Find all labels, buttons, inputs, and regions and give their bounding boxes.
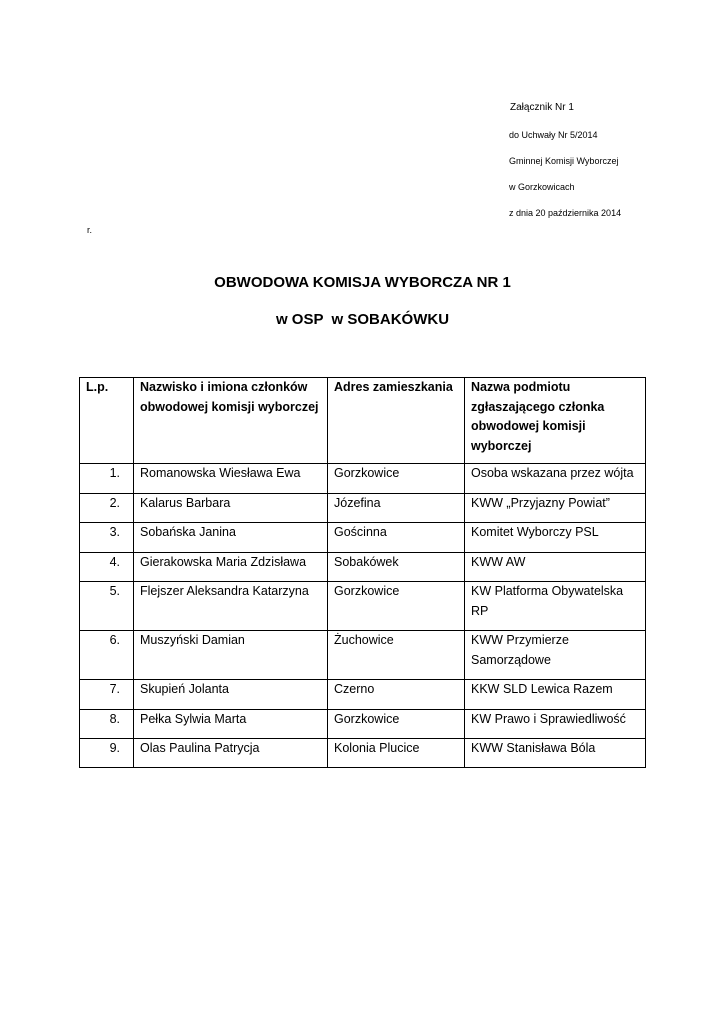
cell-name: Olas Paulina Patrycja <box>134 739 328 768</box>
cell-lp: 7. <box>80 680 134 710</box>
cell-lp: 2. <box>80 493 134 523</box>
cell-name: Sobańska Janina <box>134 523 328 553</box>
attachment-date-suffix: r. <box>87 225 93 235</box>
page-subtitle: w OSP w SOBAKÓWKU <box>275 311 450 328</box>
cell-address: Gorzkowice <box>328 582 465 631</box>
cell-name: Skupień Jolanta <box>134 680 328 710</box>
table-row <box>80 464 646 494</box>
cell-name: Gierakowska Maria Zdzisława <box>134 552 328 582</box>
attachment-resolution: do Uchwały Nr 5/2014 <box>509 130 598 140</box>
cell-address: Gorzkowice <box>328 709 465 739</box>
cell-entity: KWW Stanisława Bóla <box>465 739 646 768</box>
cell-name: Romanowska Wiesława Ewa <box>134 464 328 494</box>
attachment-commission: Gminnej Komisji Wyborczej <box>509 156 619 166</box>
page-title: OBWODOWA KOMISJA WYBORCZA NR 1 <box>214 274 511 291</box>
cell-address: Kolonia Plucice <box>328 739 465 768</box>
cell-name: Muszyński Damian <box>134 631 328 680</box>
table-row <box>80 739 646 768</box>
cell-address: Sobakówek <box>328 552 465 582</box>
table-row <box>80 523 646 553</box>
header-lp: L.p. <box>80 378 134 464</box>
cell-entity: KKW SLD Lewica Razem <box>465 680 646 710</box>
table-header-row <box>80 378 646 464</box>
cell-address: Gorzkowice <box>328 464 465 494</box>
cell-lp: 5. <box>80 582 134 631</box>
cell-entity: KWW AW <box>465 552 646 582</box>
table-row <box>80 631 646 680</box>
members-table <box>79 377 646 768</box>
cell-lp: 1. <box>80 464 134 494</box>
attachment-number: Załącznik Nr 1 <box>510 102 574 113</box>
cell-name: Pełka Sylwia Marta <box>134 709 328 739</box>
table-row <box>80 552 646 582</box>
cell-entity: Osoba wskazana przez wójta <box>465 464 646 494</box>
cell-entity: KW Platforma Obywatelska RP <box>465 582 646 631</box>
table-row <box>80 493 646 523</box>
cell-lp: 8. <box>80 709 134 739</box>
cell-address: Żuchowice <box>328 631 465 680</box>
cell-lp: 3. <box>80 523 134 553</box>
cell-entity: KWW „Przyjazny Powiat” <box>465 493 646 523</box>
header-name: Nazwisko i imiona członków obwodowej komisji wyborczej <box>134 378 328 464</box>
cell-entity: KWW Przymierze Samorządowe <box>465 631 646 680</box>
attachment-date: z dnia 20 października 2014 <box>509 208 622 218</box>
cell-address: Gościnna <box>328 523 465 553</box>
attachment-location: w Gorzkowicach <box>509 182 575 192</box>
cell-address: Czerno <box>328 680 465 710</box>
table-row <box>80 709 646 739</box>
table-row <box>80 680 646 710</box>
cell-entity: KW Prawo i Sprawiedliwość <box>465 709 646 739</box>
table-row <box>80 582 646 631</box>
header-address: Adres zamieszkania <box>328 378 465 464</box>
cell-address: Józefina <box>328 493 465 523</box>
cell-lp: 9. <box>80 739 134 768</box>
cell-lp: 6. <box>80 631 134 680</box>
header-entity: Nazwa podmiotu zgłaszającego członka obwodowej komisji wyborczej <box>465 378 646 464</box>
cell-lp: 4. <box>80 552 134 582</box>
cell-name: Kalarus Barbara <box>134 493 328 523</box>
cell-entity: Komitet Wyborczy PSL <box>465 523 646 553</box>
cell-name: Flejszer Aleksandra Katarzyna <box>134 582 328 631</box>
